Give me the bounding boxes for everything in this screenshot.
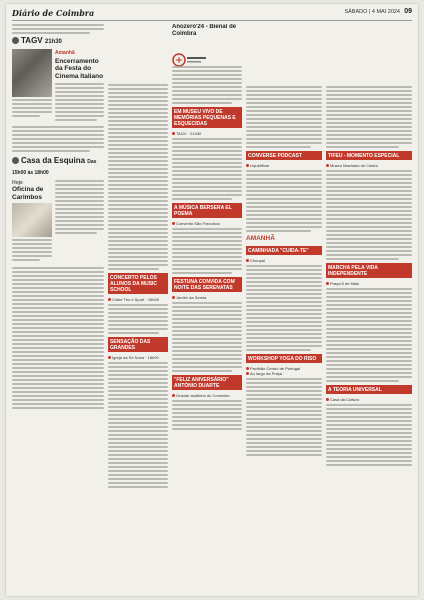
event-bar-museu-vivo: EM MUSEU VIVO DE MEMÓRIAS PEQUENAS E ESQUECIDAS [172, 107, 242, 128]
location-pin-icon [172, 132, 175, 135]
headline-text: Encerramento da Festa do Cinema Italiano [55, 57, 104, 80]
cinema-headline [55, 49, 104, 80]
column-5 [326, 24, 412, 590]
column-2 [108, 24, 168, 590]
newspaper-title: Diário de Coimbra [12, 8, 95, 18]
venue-convento: Convento São Francisco [172, 221, 242, 226]
cinema-photo [12, 49, 52, 97]
event-bar-festuna: FESTUNA CONVIDA COM NOITE DAS SERENATAS [172, 277, 242, 292]
event-bar-musica: A MÚSICA BERSERA EL POEMA [172, 203, 242, 218]
tagv-time: 21h30 [44, 39, 62, 45]
venue-choupal: Choupal [246, 258, 322, 263]
event-bar-podcast: CONVERSE PODCAST [246, 151, 322, 160]
location-pin-icon [326, 398, 329, 401]
tagv-header [12, 36, 104, 47]
location-pin-icon [246, 164, 249, 167]
event-bar-tifeu: TIFEU - MOMENTO ESPECIAL [326, 151, 412, 160]
casa-time: Das 15h00 às 18h00 [12, 159, 97, 176]
event-bar-caminhada: CAMINHADA "CUIDA-TE" [246, 246, 322, 255]
location-pin-icon [246, 367, 249, 370]
column-5-top-text [326, 86, 412, 148]
venue-jardim: Jardim da Sereia [172, 295, 242, 300]
event-bar-teoria: A TEORIA UNIVERSAL [326, 385, 412, 394]
venue-museu-machado: Museu Machado de Castro [326, 163, 412, 168]
event-bar-aniversario: "FELIZ ANIVERSÁRIO" ANTÓNIO DUARTE [172, 375, 242, 390]
venue-largo: Ao largo da Praça [246, 371, 322, 376]
newspaper-page [6, 4, 418, 596]
page-number: 09 [404, 8, 412, 15]
house-icon [12, 157, 19, 164]
venue-clube-tiro: Clube Tiro e Sport · 15h00 [108, 297, 168, 302]
location-pin-icon [246, 372, 249, 375]
casa-header [12, 156, 104, 178]
column-1 [12, 24, 104, 590]
theatre-icon [12, 37, 19, 44]
column-4 [246, 24, 322, 590]
location-pin-icon [326, 164, 329, 167]
column-1-bottom [12, 267, 104, 409]
event-bar-sensacao: SENSAÇÃO DAS GRANDES [108, 337, 168, 352]
column-1-body [12, 126, 104, 152]
agenda-title: Anozero'24 - Bienal de Coimbra [172, 24, 237, 37]
location-pin-icon [172, 296, 175, 299]
oficina-body [55, 180, 104, 234]
issue-date: SÁBADO | 4 MAI 2024 [344, 9, 400, 15]
column-3 [172, 24, 242, 590]
intro-text [12, 24, 104, 34]
venue-grande-auditorio: Grande auditório do Convento [172, 393, 242, 398]
venue-pavilhao: Pavilhão Centro de Portugal [246, 366, 322, 371]
venue-praca: Praça 8 de Maio [326, 281, 412, 286]
headline-kicker: Amanhã [55, 50, 75, 56]
column-2-top-text [108, 84, 168, 270]
stamps-photo [12, 203, 52, 237]
amanha-heading: AMANHÃ [246, 235, 275, 242]
cinema-body [55, 83, 104, 121]
event-bar-marcha: MARCHA PELA VIDA INDEPENDENTE [326, 263, 412, 278]
column-4-top-text [246, 86, 322, 148]
oficina-headline: Oficina de Carimbos [12, 186, 44, 201]
venue-casa-cultura: Casa da Cultura [326, 397, 412, 402]
location-pin-icon [108, 356, 111, 359]
venue-liquidificar: Liquidificar [246, 163, 322, 168]
location-pin-icon [246, 259, 249, 262]
event-bar-yoga: WORKSHOP YOGA DO RISO [246, 354, 322, 363]
location-pin-icon [108, 298, 111, 301]
venue-igreja: Igreja da Sé Nova · 18h00 [108, 355, 168, 360]
location-pin-icon [172, 394, 175, 397]
hoje-kicker: Hoje [12, 180, 23, 186]
masthead [12, 8, 412, 21]
casa-label: Casa da Esquina [21, 156, 86, 165]
location-pin-icon [172, 222, 175, 225]
location-pin-icon [326, 282, 329, 285]
venue-tagv: TAGV · 21h30 [172, 131, 242, 136]
tagv-label: TAGV [21, 36, 43, 45]
event-bar-music-school: CONCERTO PELOS ALUNOS DA MUSIC SCHOOL [108, 273, 168, 294]
photo-caption [12, 99, 52, 117]
